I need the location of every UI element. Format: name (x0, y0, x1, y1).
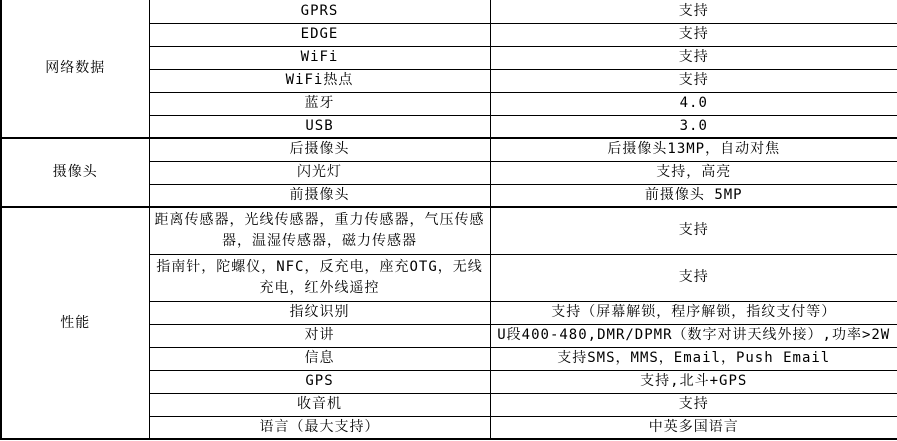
feature-cell: EDGE (149, 23, 490, 46)
spec-table-body (1, 0, 897, 439)
category-cell: 网络数据 (1, 0, 149, 138)
table-row (1, 207, 897, 254)
category-cell: 摄像头 (1, 138, 149, 207)
feature-cell: 指南针，陀螺仪，NFC，反充电，座充OTG，无线充电，红外线遥控 (149, 254, 490, 301)
feature-cell: GPS (149, 370, 490, 393)
value-cell: 支持 (490, 254, 897, 301)
value-cell: 中英多国语言 (490, 416, 897, 439)
value-cell: 支持（屏幕解锁，程序解锁，指纹支付等） (490, 301, 897, 324)
value-cell: 4.0 (490, 92, 897, 115)
value-cell: 支持 (490, 46, 897, 69)
feature-cell: 前摄像头 (149, 184, 490, 207)
table-row (1, 138, 897, 161)
feature-cell: 闪光灯 (149, 161, 490, 184)
value-cell: 支持 (490, 23, 897, 46)
value-cell: 支持 (490, 393, 897, 416)
feature-cell: 收音机 (149, 393, 490, 416)
value-cell: 支持,北斗+GPS (490, 370, 897, 393)
table-row (1, 0, 897, 23)
value-cell: 支持 (490, 69, 897, 92)
value-cell: 前摄像头 5MP (490, 184, 897, 207)
value-cell: 3.0 (490, 115, 897, 138)
feature-cell: 对讲 (149, 324, 490, 347)
value-cell: 支持 (490, 0, 897, 23)
category-cell: 性能 (1, 207, 149, 439)
value-cell: 支持 (490, 207, 897, 254)
feature-cell: USB (149, 115, 490, 138)
value-cell: 支持，高亮 (490, 161, 897, 184)
value-cell: 后摄像头13MP，自动对焦 (490, 138, 897, 161)
feature-cell: 后摄像头 (149, 138, 490, 161)
feature-cell: 蓝牙 (149, 92, 490, 115)
value-cell: 支持SMS，MMS，Email，Push Email (490, 347, 897, 370)
feature-cell: 语言（最大支持） (149, 416, 490, 439)
feature-cell: 信息 (149, 347, 490, 370)
feature-cell: 指纹识别 (149, 301, 490, 324)
feature-cell: GPRS (149, 0, 490, 23)
feature-cell: WiFi (149, 46, 490, 69)
feature-cell: 距离传感器，光线传感器，重力传感器，气压传感器，温湿传感器，磁力传感器 (149, 207, 490, 254)
feature-cell: WiFi热点 (149, 69, 490, 92)
value-cell: U段400-480,DMR/DPMR（数字对讲天线外接）,功率>2W (490, 324, 897, 347)
